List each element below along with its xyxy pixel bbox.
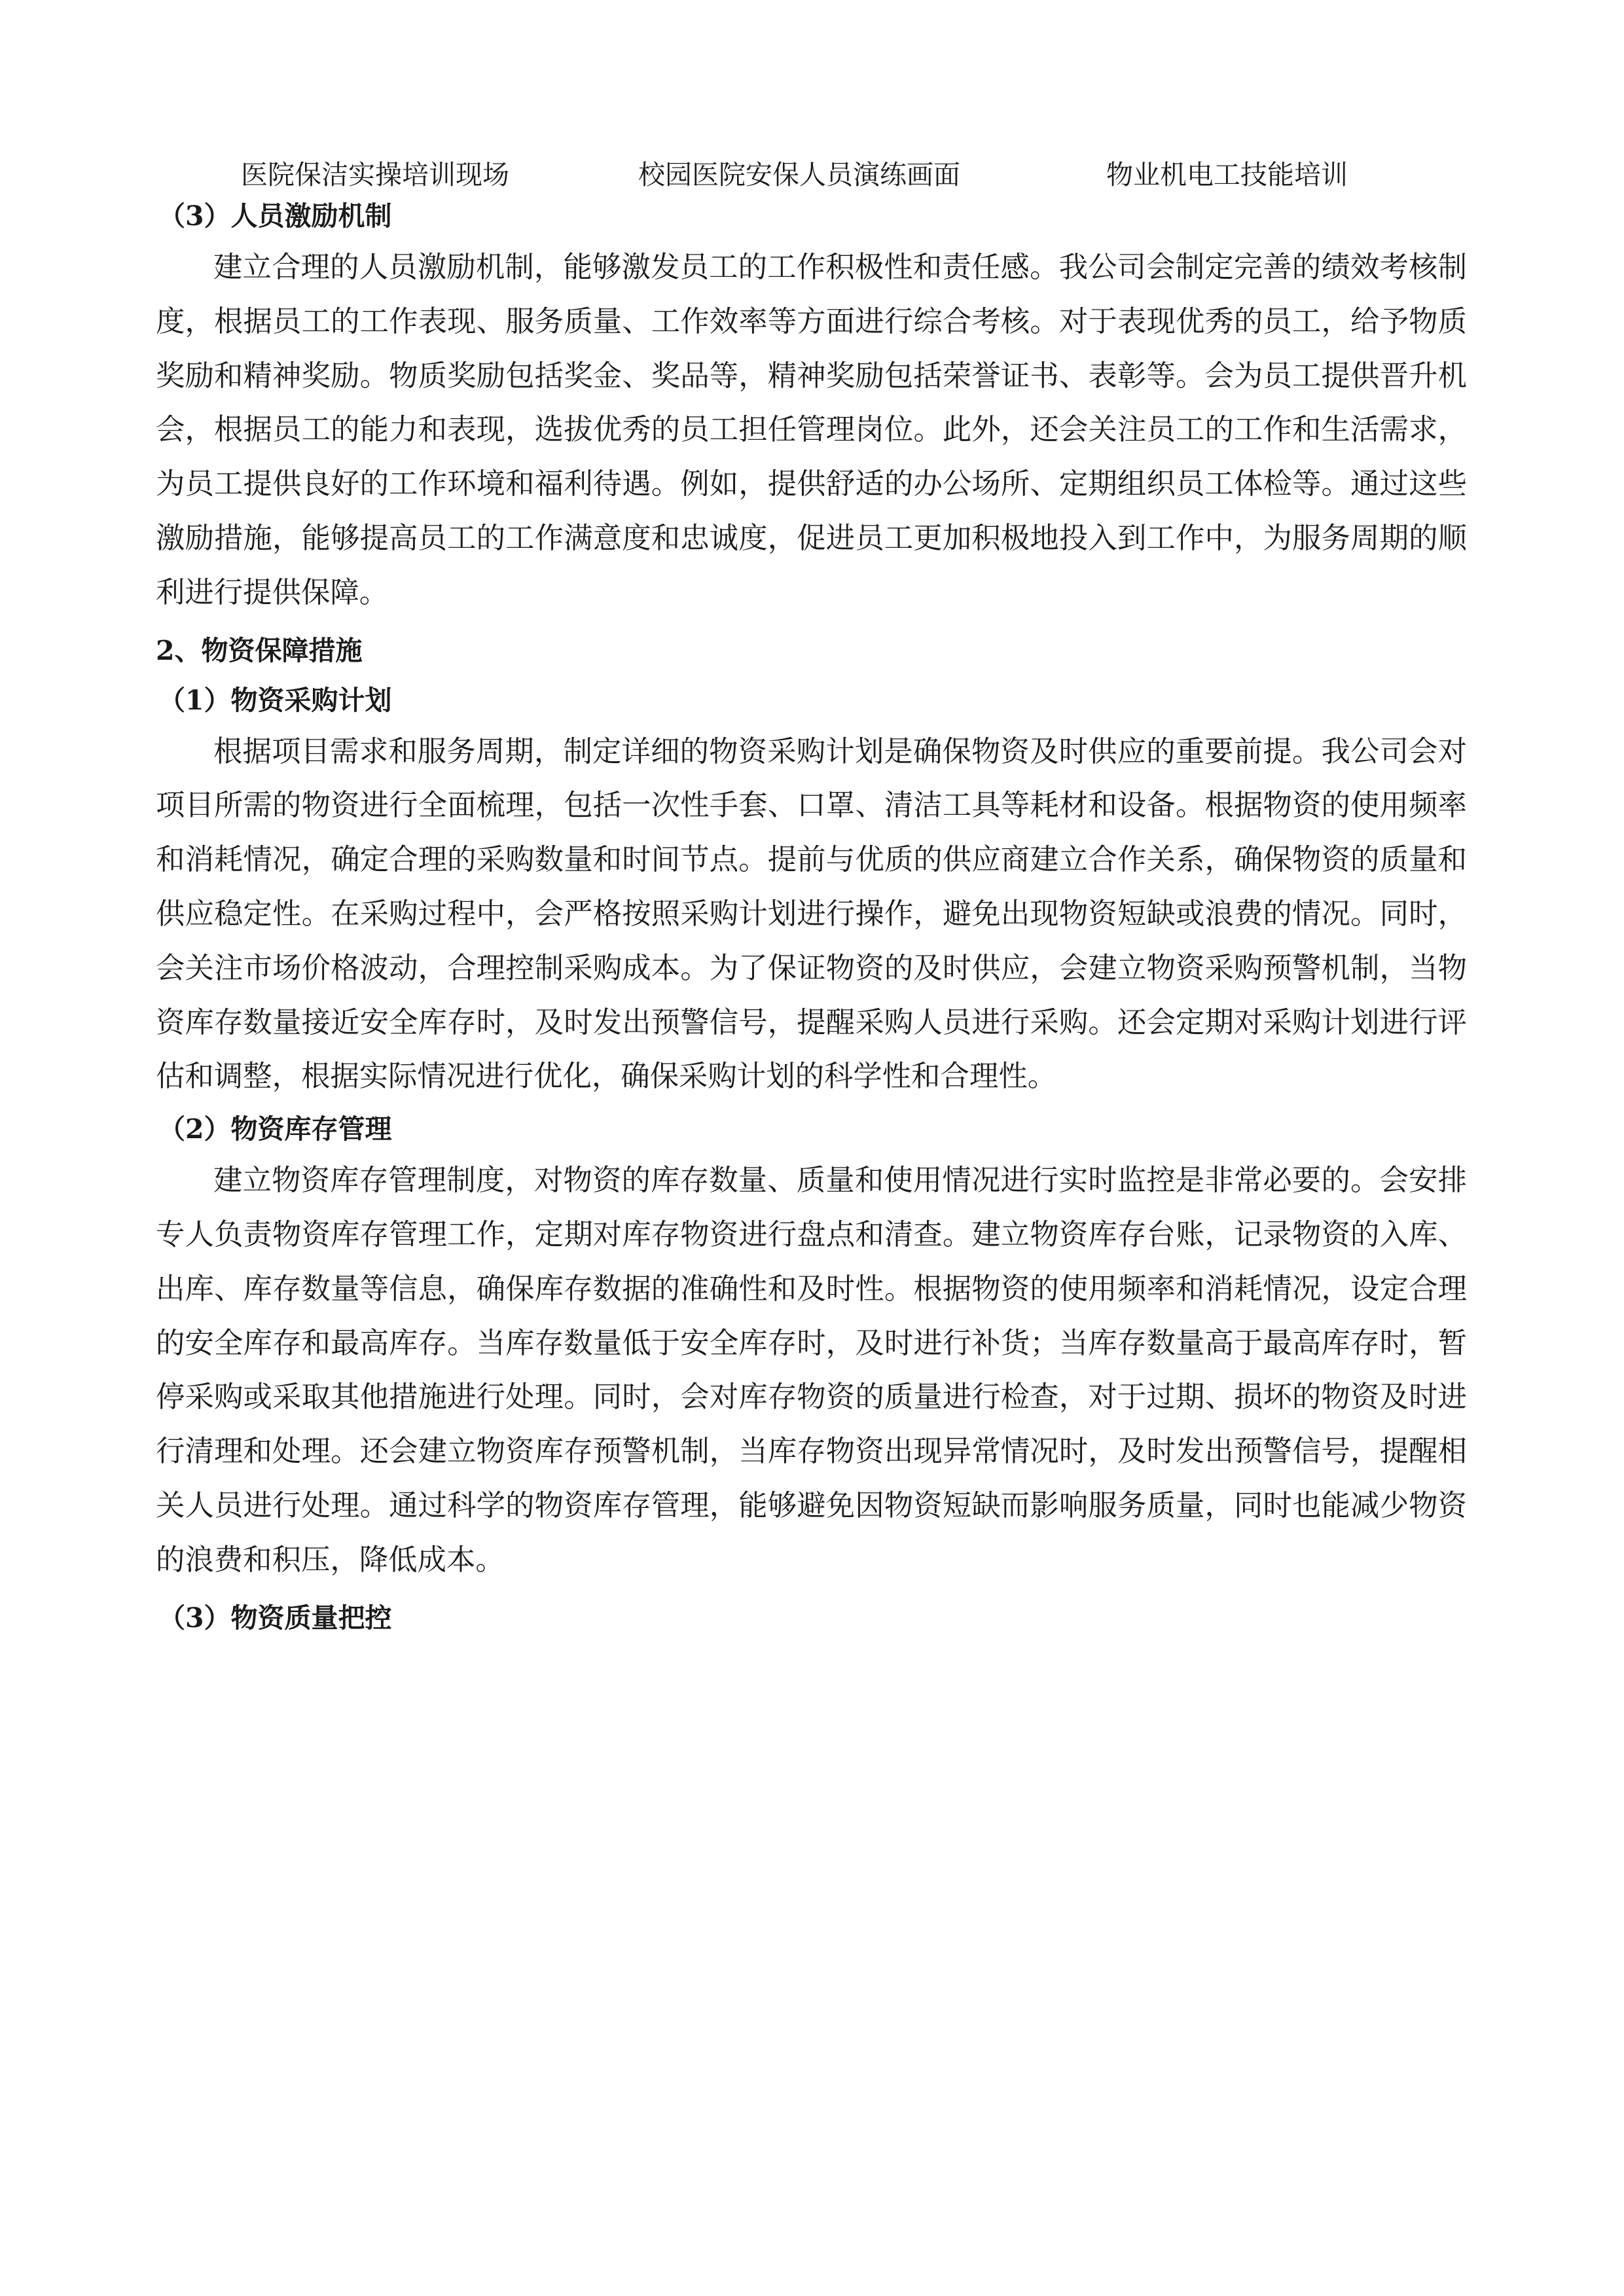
caption-cleaning-training: 医院保洁实操培训现场 [241, 159, 509, 190]
heading-inventory-management: （2）物资库存管理 [158, 1113, 392, 1145]
heading-procurement-plan: （1）物资采购计划 [158, 684, 392, 716]
caption-electrician-training: 物业机电工技能培训 [1106, 159, 1348, 190]
caption-security-drill: 校园医院安保人员演练画面 [638, 159, 960, 190]
paragraph-staff-incentive: 建立合理的人员激励机制，能够激发员工的工作积极性和责任感。我公司会制定完善的绩效考核制度，根据员工的工作表现、服务质量、工作效率等方面进行综合考核。对于表现优秀的员工，给予物质奖励和精神奖励。物质奖励包括奖金、奖品等，精神奖励包括荣誉证书、表彰等。会为员工提供晋升机会，根据员工的能力和表现，选拔优秀的员工担任管理岗位。此外，还会关注员工的工作和生活需求，为员工提供良好的工作环境和福利待遇。例如，提供舒适的办公场所、定期组织员工体检等。通过这些激励措施，能够提高员工的工作满意度和忠诚度，促进员工更加积极地投入到工作中，为服务周期的顺利进行提供保障。 [156, 251, 1467, 609]
heading-quality-control: （3）物资质量把控 [158, 1602, 392, 1634]
heading-material-measures: 2、物资保障措施 [156, 634, 363, 666]
paragraph-inventory-management: 建立物资库存管理制度，对物资的库存数量、质量和使用情况进行实时监控是非常必要的。会安排专人负责物资库存管理工作，定期对库存物资进行盘点和清查。建立物资库存台账，记录物资的入库、出库、库存数量等信息，确保库存数据的准确性和及时性。根据物资的使用频率和消耗情况，设定合理的安全库存和最高库存。当库存数量低于安全库存时，及时进行补货；当库存数量高于最高库存时，暂停采购或采取其他措施进行处理。同时，会对库存物资的质量进行检查，对于过期、损坏的物资及时进行清理和处理。还会建立物资库存预警机制，当库存物资出现异常情况时，及时发出预警信号，提醒相关人员进行处理。通过科学的物资库存管理，能够避免因物资短缺而影响服务质量，同时也能减少物资的浪费和积压，降低成本。 [156, 1164, 1467, 1577]
document-body [156, 191, 1467, 1643]
heading-staff-incentive: （3）人员激励机制 [158, 200, 392, 232]
paragraph-procurement-plan: 根据项目需求和服务周期，制定详细的物资采购计划是确保物资及时供应的重要前提。我公司会对项目所需的物资进行全面梳理，包括一次性手套、口罩、清洁工具等耗材和设备。根据物资的使用频率和消耗情况，确定合理的采购数量和时间节点。提前与优质的供应商建立合作关系，确保物资的质量和供应稳定性。在采购过程中，会严格按照采购计划进行操作，避免出现物资短缺或浪费的情况。同时，会关注市场价格波动，合理控制采购成本。为了保证物资的及时供应，会建立物资采购预警机制，当物资库存数量接近安全库存时，及时发出预警信号，提醒采购人员进行采购。还会定期对采购计划进行评估和调整，根据实际情况进行优化，确保采购计划的科学性和合理性。 [156, 734, 1467, 1094]
